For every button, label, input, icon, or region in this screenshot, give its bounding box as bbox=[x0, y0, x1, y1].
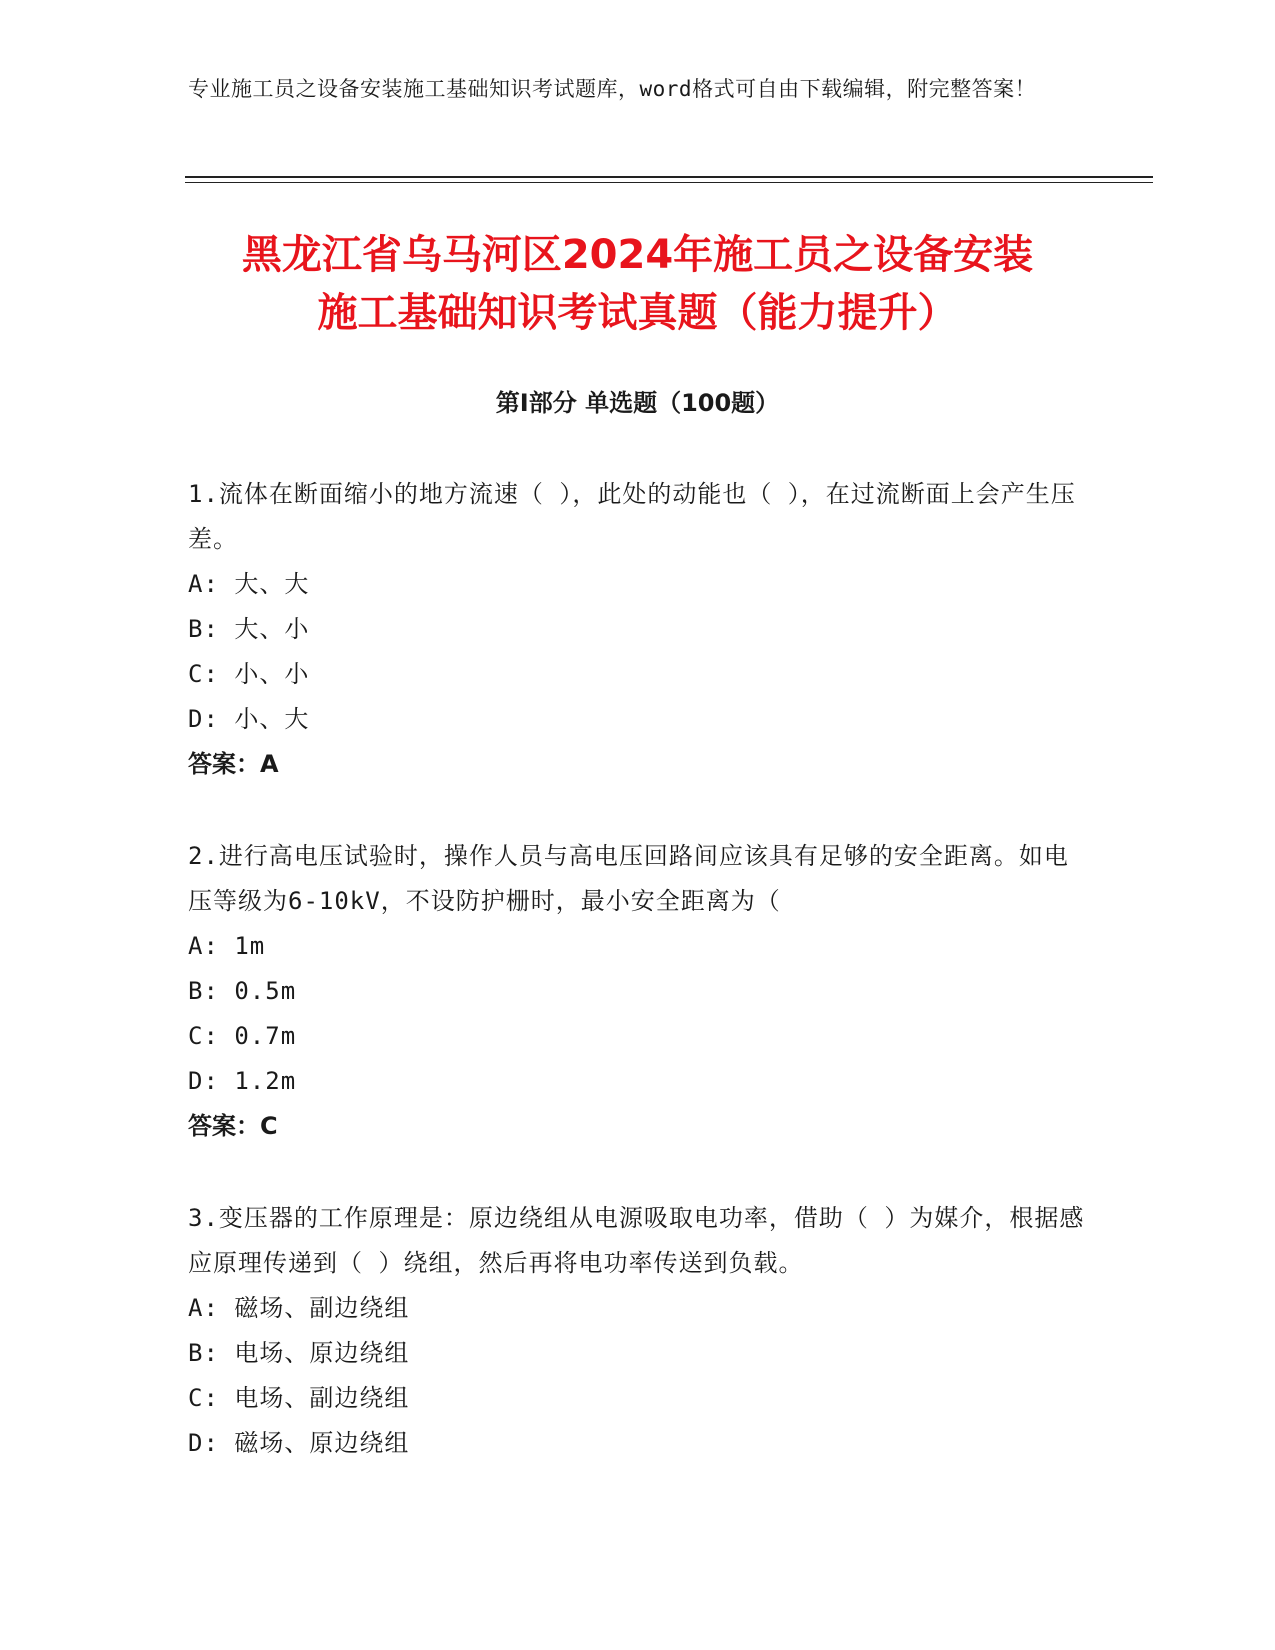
option-d: D: 1.2m bbox=[188, 1067, 297, 1095]
document-title-line-2: 施工基础知识考试真题（能力提升） bbox=[317, 290, 958, 336]
option-c: C: 0.7m bbox=[188, 1022, 297, 1050]
question-stem: 1.流体在断面缩小的地方流速（ ），此处的动能也（ ），在过流断面上会产生压差。 bbox=[188, 480, 1076, 553]
question-1 bbox=[188, 472, 1088, 787]
option-a: A: 大、大 bbox=[188, 570, 310, 598]
question-2 bbox=[188, 834, 1088, 1149]
header-divider bbox=[185, 176, 1153, 178]
header-divider-thin bbox=[185, 182, 1153, 183]
option-a: A: 磁场、副边绕组 bbox=[188, 1294, 410, 1322]
option-c: C: 小、小 bbox=[188, 660, 310, 688]
header-note: 专业施工员之设备安装施工基础知识考试题库，word格式可自由下载编辑，附完整答案！ bbox=[188, 77, 1037, 101]
answer: 答案：C bbox=[188, 1112, 278, 1140]
section-title: 第Ⅰ部分 单选题（100题） bbox=[495, 389, 780, 417]
question-stem: 3.变压器的工作原理是：原边绕组从电源吸取电功率，借助（ ）为媒介，根据感应原理传递到（ ）绕组，然后再将电功率传送到负载。 bbox=[188, 1204, 1085, 1277]
option-b: B: 大、小 bbox=[188, 615, 310, 643]
option-b: B: 0.5m bbox=[188, 977, 297, 1005]
question-3 bbox=[188, 1196, 1088, 1466]
option-c: C: 电场、副边绕组 bbox=[188, 1384, 410, 1412]
document-title-line-1: 黑龙江省乌马河区2024年施工员之设备安装 bbox=[241, 232, 1034, 278]
answer: 答案：A bbox=[188, 750, 279, 778]
option-b: B: 电场、原边绕组 bbox=[188, 1339, 410, 1367]
question-stem: 2.进行高电压试验时，操作人员与高电压回路间应该具有足够的安全距离。如电压等级为6-10kV，不设防护栅时，最小安全距离为（ bbox=[188, 842, 1069, 915]
option-d: D: 小、大 bbox=[188, 705, 310, 733]
option-d: D: 磁场、原边绕组 bbox=[188, 1429, 410, 1457]
option-a: A: 1m bbox=[188, 932, 266, 960]
document-title bbox=[130, 226, 1145, 342]
